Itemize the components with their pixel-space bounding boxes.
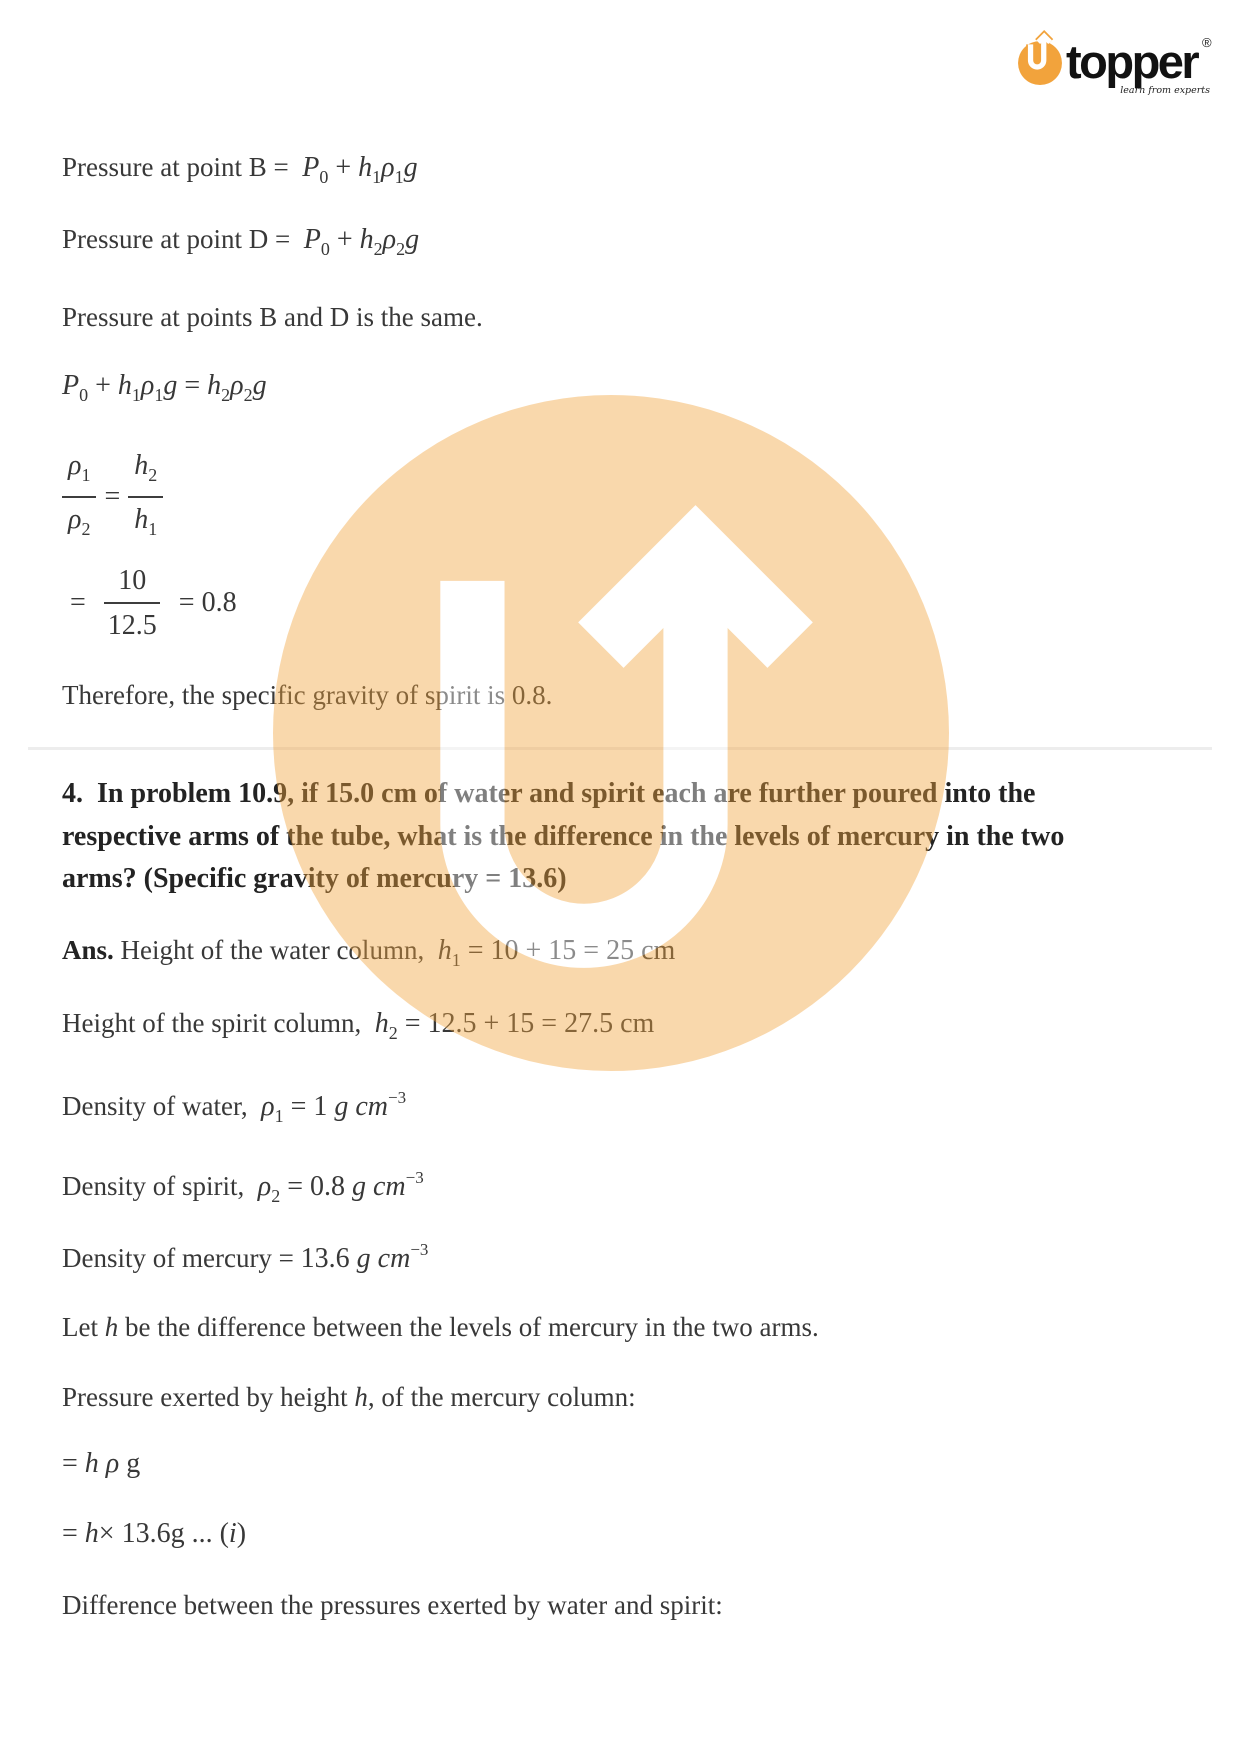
line-conclusion: Therefore, the specific gravity of spirit is 0.8.: [62, 680, 553, 710]
registered-mark: ®: [1202, 35, 1212, 50]
fraction: $\frac{10}{12.5}$: [94, 563, 171, 643]
line-pressure-same: Pressure at points B and D is the same.: [62, 302, 483, 332]
line-h-13-6-g: = h× 13.6g ... (i): [62, 1518, 247, 1549]
line-let-h: Let h be the difference between the levels of mercury in the two arms.: [62, 1312, 819, 1342]
line-ans-water-column: Ans. Height of the water column, $h_1 = 10 + 15 = 25$ cm: [62, 935, 676, 970]
question-4-line-1: 4. In problem 10.9, if 15.0 cm of water and spirit each are further poured into the: [62, 778, 1036, 809]
u-up-arrow-icon: [1018, 29, 1062, 85]
line-pressure-point-d: Pressure at point $D = P_0 + h_2\rho_2g$: [62, 224, 420, 259]
fraction: $\frac{\rho_1}{\rho_2}$: [62, 448, 96, 546]
line-h-rho-g: = h ρ g: [62, 1448, 141, 1479]
topper-logo: [1018, 28, 1218, 100]
line-equation-pressures: $P_0 + h_1\rho_1g = h_2\rho_2g$: [62, 370, 267, 405]
line-density-water: Density of water, $\rho_1 = 1$ g $cm^{-3}$: [62, 1088, 407, 1126]
line-density-spirit: Density of spirit, $\rho_2 = 0.8$ g $cm^{-3}$: [62, 1168, 424, 1206]
line-pressure-exerted: Pressure exerted by height h, of the mercury column:: [62, 1382, 636, 1412]
line-ratio-fractions: $\frac{\rho_1}{\rho_2}$ = $\frac{h_2}{h_1}$: [62, 448, 163, 546]
fraction: $\frac{h_2}{h_1}$: [128, 448, 163, 546]
line-ratio-value: = $\frac{10}{12.5}$ = 0.8: [70, 565, 237, 641]
logo-tagline: learn from experts: [1120, 85, 1210, 96]
brand-name: topper: [1066, 35, 1198, 88]
line-difference-pressures: Difference between the pressures exerted by water and spirit:: [62, 1590, 723, 1620]
question-4-line-2: respective arms of the tube, what is the difference in the levels of mercury in the two: [62, 821, 1065, 852]
line-spirit-column: Height of the spirit column, $h_2 = 12.5 + 15 = 27.5$ cm: [62, 1008, 655, 1043]
line-density-mercury: Density of mercury = 13.6 g $cm^{-3}$: [62, 1240, 429, 1274]
question-4-line-3: arms? (Specific gravity of mercury = 13.6): [62, 863, 567, 894]
line-pressure-point-b: Pressure at point $B = P_0 + h_1\rho_1g$: [62, 152, 418, 187]
